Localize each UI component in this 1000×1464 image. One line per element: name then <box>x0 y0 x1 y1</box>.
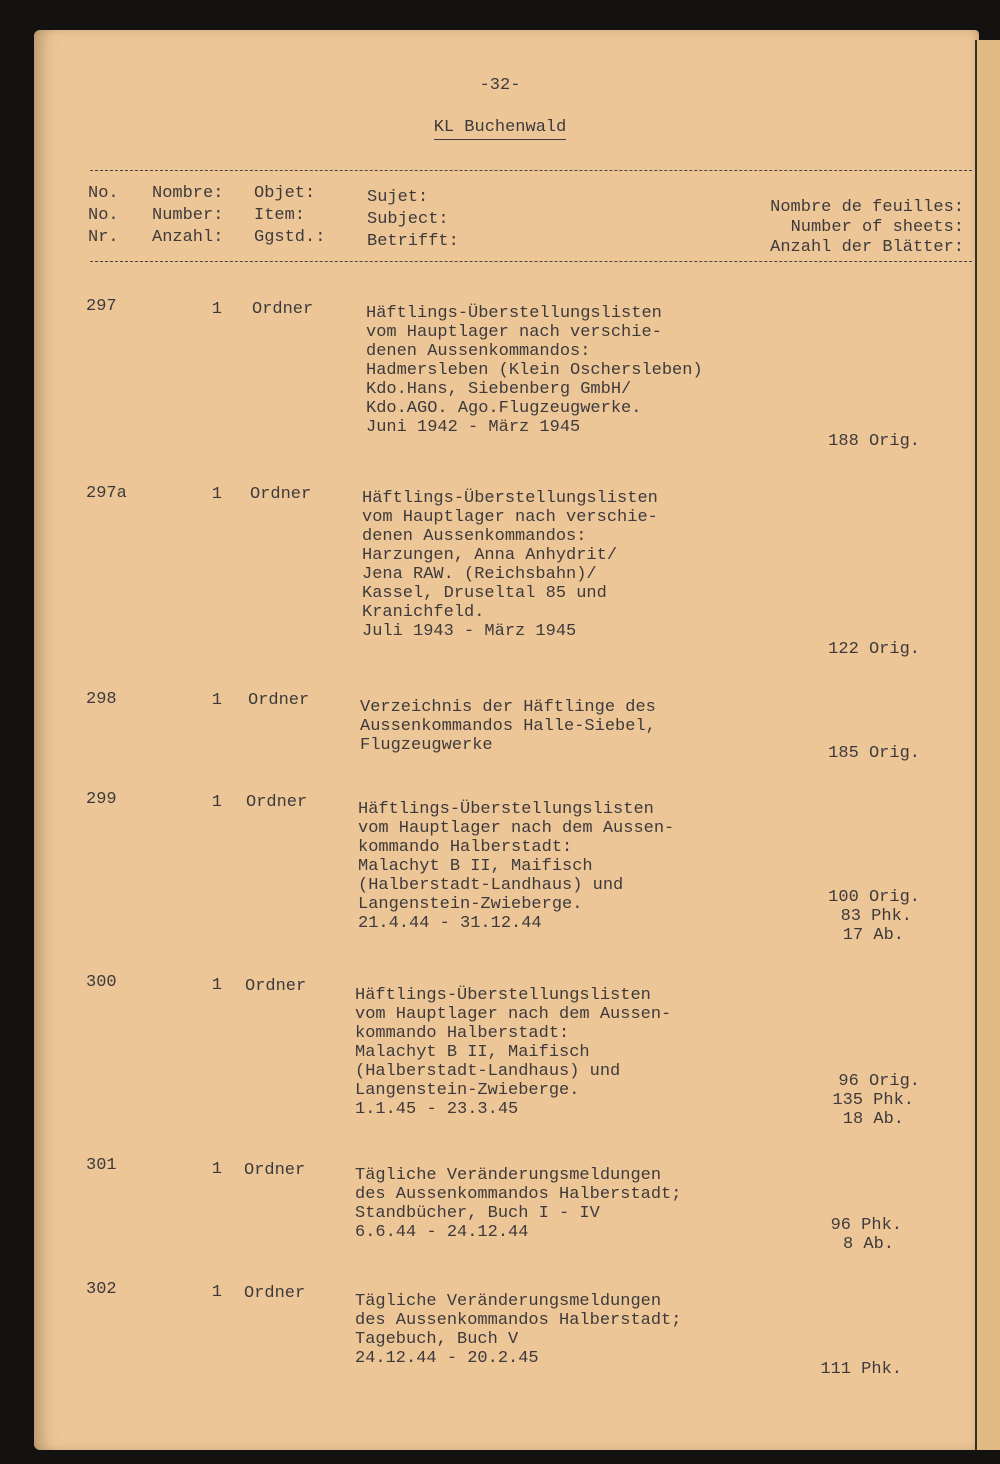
header-item-en: Item: <box>254 206 306 225</box>
entry-description <box>362 489 658 641</box>
entry-item: Ordner <box>252 300 314 319</box>
page-number: -32- <box>479 76 521 95</box>
entry-item: Ordner <box>245 977 307 996</box>
entry-sheets <box>760 1072 920 1129</box>
header-no-fr: No. <box>88 184 119 203</box>
entry-number: 301 <box>86 1156 117 1175</box>
sheets-line: 185 Orig. <box>828 744 920 763</box>
description-line: Tägliche Veränderungsmeldungen <box>355 1292 662 1311</box>
entry-description <box>358 800 674 933</box>
description-line: (Halberstadt-Landhaus) und <box>355 1062 621 1081</box>
entry-number: 302 <box>86 1280 117 1299</box>
entry-number: 298 <box>86 690 117 709</box>
entry-count: 1 <box>211 1160 222 1179</box>
entry-item: Ordner <box>248 691 310 710</box>
description-line: Aussenkommandos Halle-Siebel, <box>360 717 656 736</box>
entry-count: 1 <box>211 1283 222 1302</box>
sheets-line: 83 Phk. <box>840 907 912 926</box>
entry-number: 299 <box>86 790 117 809</box>
entry-sheets <box>760 640 920 659</box>
entry-item: Ordner <box>244 1161 306 1180</box>
entry-description <box>360 698 656 755</box>
header-item-fr: Objet: <box>254 184 316 203</box>
sheets-line: 17 Ab. <box>842 926 904 945</box>
description-line: 6.6.44 - 24.12.44 <box>355 1223 529 1242</box>
entry-count: 1 <box>211 793 222 812</box>
entry-item: Ordner <box>244 1284 306 1303</box>
sheets-line: 188 Orig. <box>828 432 920 451</box>
header-count-de: Anzahl: <box>152 228 224 247</box>
description-line: Jena RAW. (Reichsbahn)/ <box>362 565 597 584</box>
description-line: Kassel, Druseltal 85 und <box>362 584 607 603</box>
description-line: Langenstein-Zwieberge. <box>358 895 583 914</box>
description-line: Hadmersleben (Klein Oschersleben) <box>366 361 703 380</box>
sheets-line: 100 Orig. <box>828 888 920 907</box>
description-line: Tagebuch, Buch V <box>355 1330 519 1349</box>
description-line: Harzungen, Anna Anhydrit/ <box>362 546 618 565</box>
sheets-line: 122 Orig. <box>828 640 920 659</box>
description-line: Häftlings-Überstellungslisten <box>358 800 654 819</box>
description-line: Häftlings-Überstellungslisten <box>362 489 658 508</box>
entry-count: 1 <box>211 976 222 995</box>
entry-number: 297 <box>86 297 117 316</box>
header-sheets-fr: Nombre de feuilles: <box>770 198 964 217</box>
sheets-line: 135 Phk. <box>832 1091 914 1110</box>
description-line: 1.1.45 - 23.3.45 <box>355 1100 519 1119</box>
description-line: 21.4.44 - 31.12.44 <box>358 914 542 933</box>
header-subject-de: Betrifft: <box>367 232 459 251</box>
description-line: (Halberstadt-Landhaus) und <box>358 876 624 895</box>
description-line: vom Hauptlager nach dem Aussen- <box>355 1005 672 1024</box>
description-line: kommando Halberstadt: <box>358 838 573 857</box>
description-line: Kdo.Hans, Siebenberg GmbH/ <box>366 380 632 399</box>
entry-number: 297a <box>86 484 127 503</box>
sheets-line: 96 Orig. <box>838 1072 920 1091</box>
entry-description <box>355 986 671 1119</box>
entry-description <box>355 1166 681 1242</box>
entry-sheets <box>760 888 920 945</box>
description-line: Kranichfeld. <box>362 603 485 622</box>
entry-count: 1 <box>211 300 222 319</box>
entry-sheets <box>760 1216 920 1254</box>
header-no-de: Nr. <box>88 228 119 247</box>
description-line: vom Hauptlager nach verschie- <box>366 323 662 342</box>
description-line: denen Aussenkommandos: <box>362 527 587 546</box>
entry-description <box>355 1292 681 1368</box>
sheets-line: 111 Phk. <box>820 1360 902 1379</box>
sheets-line: 8 Ab. <box>842 1235 894 1254</box>
entry-description <box>366 304 703 437</box>
description-line: denen Aussenkommandos: <box>366 342 591 361</box>
entry-count: 1 <box>211 691 222 710</box>
entry-number: 300 <box>86 973 117 992</box>
header-item-de: Ggstd.: <box>254 228 326 247</box>
header-subject-fr: Sujet: <box>367 188 429 207</box>
header-bottom-rule <box>90 261 972 262</box>
description-line: des Aussenkommandos Halberstadt; <box>355 1185 682 1204</box>
description-line: Malachyt B II, Maifisch <box>358 857 593 876</box>
description-line: Langenstein-Zwieberge. <box>355 1081 580 1100</box>
sheets-line: 96 Phk. <box>830 1216 902 1235</box>
header-sheets-de: Anzahl der Blätter: <box>770 238 964 257</box>
header-sheets-en: Number of sheets: <box>790 218 964 237</box>
adjacent-page-edge <box>975 40 1000 1450</box>
header-count-fr: Nombre: <box>152 184 224 203</box>
entry-item: Ordner <box>250 485 312 504</box>
sheets-line: 18 Ab. <box>842 1110 904 1129</box>
description-line: Juni 1942 - März 1945 <box>366 418 581 437</box>
description-line: Juli 1943 - März 1945 <box>362 622 577 641</box>
description-line: vom Hauptlager nach dem Aussen- <box>358 819 675 838</box>
description-line: Verzeichnis der Häftlinge des <box>360 698 656 717</box>
entry-sheets <box>760 1360 920 1379</box>
header-no-en: No. <box>88 206 119 225</box>
header-top-rule <box>90 170 972 171</box>
document-title-text: KL Buchenwald <box>434 118 567 140</box>
description-line: kommando Halberstadt: <box>355 1024 570 1043</box>
header-subject-en: Subject: <box>367 210 449 229</box>
entry-sheets <box>760 744 920 763</box>
entry-sheets <box>760 432 920 451</box>
description-line: Standbücher, Buch I - IV <box>355 1204 600 1223</box>
description-line: Malachyt B II, Maifisch <box>355 1043 590 1062</box>
description-line: des Aussenkommandos Halberstadt; <box>355 1311 682 1330</box>
description-line: Flugzeugwerke <box>360 736 493 755</box>
document-title <box>0 118 1000 137</box>
entry-count: 1 <box>211 485 222 504</box>
description-line: Kdo.AGO. Ago.Flugzeugwerke. <box>366 399 642 418</box>
entry-item: Ordner <box>246 793 308 812</box>
description-line: Häftlings-Überstellungslisten <box>366 304 662 323</box>
description-line: Häftlings-Überstellungslisten <box>355 986 651 1005</box>
description-line: Tägliche Veränderungsmeldungen <box>355 1166 662 1185</box>
description-line: vom Hauptlager nach verschie- <box>362 508 658 527</box>
header-count-en: Number: <box>152 206 224 225</box>
description-line: 24.12.44 - 20.2.45 <box>355 1349 539 1368</box>
